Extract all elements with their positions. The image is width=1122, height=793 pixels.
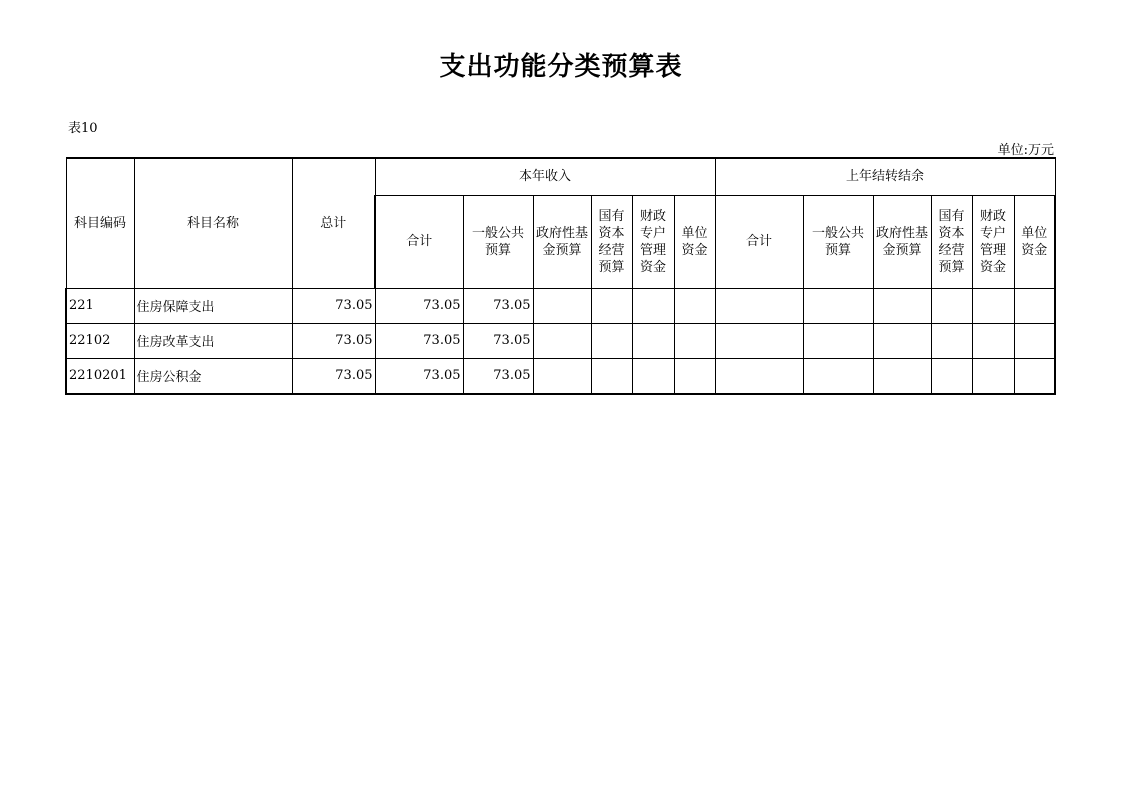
row-py-general xyxy=(803,323,873,358)
row-py-state-capital xyxy=(931,323,972,358)
row-py-fund xyxy=(873,323,931,358)
header-total: 总计 xyxy=(292,158,375,288)
row-py-special-account xyxy=(972,288,1014,323)
row-py-fund xyxy=(873,358,931,394)
header-py-fund: 政府性基金预算 xyxy=(873,195,931,288)
row-py-sum xyxy=(715,323,803,358)
row-name: 住房保障支出 xyxy=(134,288,292,323)
row-cy-sum: 73.05 xyxy=(375,323,463,358)
row-cy-general: 73.05 xyxy=(463,288,533,323)
header-cy-general: 一般公共预算 xyxy=(463,195,533,288)
row-py-sum xyxy=(715,288,803,323)
row-py-fund xyxy=(873,288,931,323)
table-number: 表10 xyxy=(68,121,98,136)
header-name: 科目名称 xyxy=(134,158,292,288)
header-py-sum: 合计 xyxy=(715,195,803,288)
row-cy-state-capital xyxy=(591,323,632,358)
row-total: 73.05 xyxy=(292,323,375,358)
header-py-unit-funds: 单位资金 xyxy=(1014,195,1055,288)
header-current-year-income: 本年收入 xyxy=(375,158,715,195)
row-py-unit-funds xyxy=(1014,358,1055,394)
row-cy-unit-funds xyxy=(674,288,715,323)
table-row xyxy=(66,323,1055,358)
row-cy-fund xyxy=(533,323,591,358)
row-code: 221 xyxy=(66,288,134,323)
row-py-unit-funds xyxy=(1014,323,1055,358)
row-py-special-account xyxy=(972,358,1014,394)
row-cy-fund xyxy=(533,288,591,323)
row-code: 22102 xyxy=(66,323,134,358)
row-total: 73.05 xyxy=(292,288,375,323)
row-cy-sum: 73.05 xyxy=(375,358,463,394)
row-py-unit-funds xyxy=(1014,288,1055,323)
row-code: 2210201 xyxy=(66,358,134,394)
row-cy-sum: 73.05 xyxy=(375,288,463,323)
page-title: 支出功能分类预算表 xyxy=(439,52,683,82)
header-prior-year-carryover: 上年结转结余 xyxy=(715,158,1055,195)
header-py-state-capital: 国有资本经营预算 xyxy=(931,195,972,288)
row-total: 73.05 xyxy=(292,358,375,394)
row-cy-special-account xyxy=(632,288,674,323)
row-cy-unit-funds xyxy=(674,358,715,394)
row-cy-general: 73.05 xyxy=(463,323,533,358)
row-cy-general: 73.05 xyxy=(463,358,533,394)
row-py-special-account xyxy=(972,323,1014,358)
header-cy-special-account: 财政专户管理资金 xyxy=(632,195,674,288)
header-cy-sum: 合计 xyxy=(375,195,463,288)
header-code: 科目编码 xyxy=(66,158,134,288)
row-cy-state-capital xyxy=(591,358,632,394)
table-row xyxy=(66,358,1055,394)
header-cy-fund: 政府性基金预算 xyxy=(533,195,591,288)
row-name: 住房改革支出 xyxy=(134,323,292,358)
row-py-general xyxy=(803,288,873,323)
header-cy-state-capital: 国有资本经营预算 xyxy=(591,195,632,288)
row-py-state-capital xyxy=(931,288,972,323)
header-cy-unit-funds: 单位资金 xyxy=(674,195,715,288)
table-row xyxy=(66,288,1055,323)
budget-table xyxy=(65,157,1056,395)
header-py-special-account: 财政专户管理资金 xyxy=(972,195,1014,288)
row-cy-fund xyxy=(533,358,591,394)
row-cy-state-capital xyxy=(591,288,632,323)
row-py-sum xyxy=(715,358,803,394)
unit-label: 单位:万元 xyxy=(997,143,1054,158)
row-name: 住房公积金 xyxy=(134,358,292,394)
row-py-general xyxy=(803,358,873,394)
row-cy-special-account xyxy=(632,323,674,358)
row-cy-unit-funds xyxy=(674,323,715,358)
row-py-state-capital xyxy=(931,358,972,394)
header-py-general: 一般公共预算 xyxy=(803,195,873,288)
row-cy-special-account xyxy=(632,358,674,394)
